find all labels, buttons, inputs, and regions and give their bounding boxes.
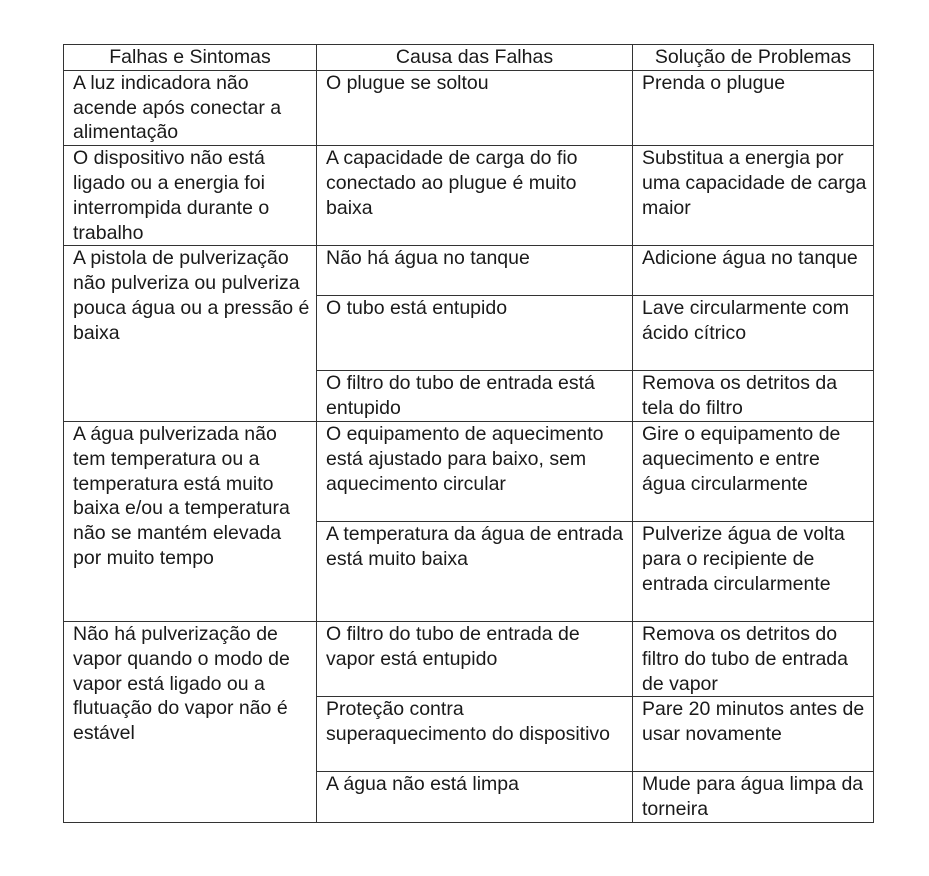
solution-cell: Pulverize água de volta para o recipiente de entrada circularmente [633,521,874,621]
cause-cell: O filtro do tubo de entrada está entupido [317,371,633,422]
symptom-cell: Não há pulverização de vapor quando o modo de vapor está ligado ou a flutuação do vapor não é estável [64,621,317,822]
cause-cell: A temperatura da água de entrada está muito baixa [317,521,633,621]
symptom-cell: A água pulverizada não tem temperatura ou a temperatura está muito baixa e/ou a temperatura não se mantém elevada por muito tempo [64,421,317,621]
header-row [64,45,874,71]
symptom-cell: O dispositivo não está ligado ou a energia foi interrompida durante o trabalho [64,146,317,246]
cause-cell: O equipamento de aquecimento está ajustado para baixo, sem aquecimento circular [317,421,633,521]
solution-cell: Adicione água no tanque [633,246,874,296]
cause-cell: A água não está limpa [317,772,633,823]
solution-cell: Pare 20 minutos antes de usar novamente [633,697,874,772]
header-solutions: Solução de Problemas [633,45,874,71]
solution-cell: Gire o equipamento de aquecimento e entre água circularmente [633,421,874,521]
header-causes: Causa das Falhas [317,45,633,71]
solution-cell: Remova os detritos do filtro do tubo de entrada de vapor [633,621,874,696]
solution-cell: Mude para água limpa da torneira [633,772,874,823]
table-row [64,246,874,296]
table-row [64,421,874,521]
solution-cell: Substitua a energia por uma capacidade de carga maior [633,146,874,246]
cause-cell: Não há água no tanque [317,246,633,296]
solution-cell: Prenda o plugue [633,70,874,145]
symptom-cell: A pistola de pulverização não pulveriza ou pulveriza pouca água ou a pressão é baixa [64,246,317,422]
solution-cell: Remova os detritos da tela do filtro [633,371,874,422]
cause-cell: O tubo está entupido [317,296,633,371]
cause-cell: A capacidade de carga do fio conectado ao plugue é muito baixa [317,146,633,246]
header-symptoms: Falhas e Sintomas [64,45,317,71]
table-row [64,146,874,246]
cause-cell: O plugue se soltou [317,70,633,145]
cause-cell: O filtro do tubo de entrada de vapor está entupido [317,621,633,696]
solution-cell: Lave circularmente com ácido cítrico [633,296,874,371]
table-row [64,70,874,145]
symptom-cell: A luz indicadora não acende após conectar a alimentação [64,70,317,145]
cause-cell: Proteção contra superaquecimento do dispositivo [317,697,633,772]
troubleshooting-table [63,44,874,823]
table-row [64,621,874,696]
